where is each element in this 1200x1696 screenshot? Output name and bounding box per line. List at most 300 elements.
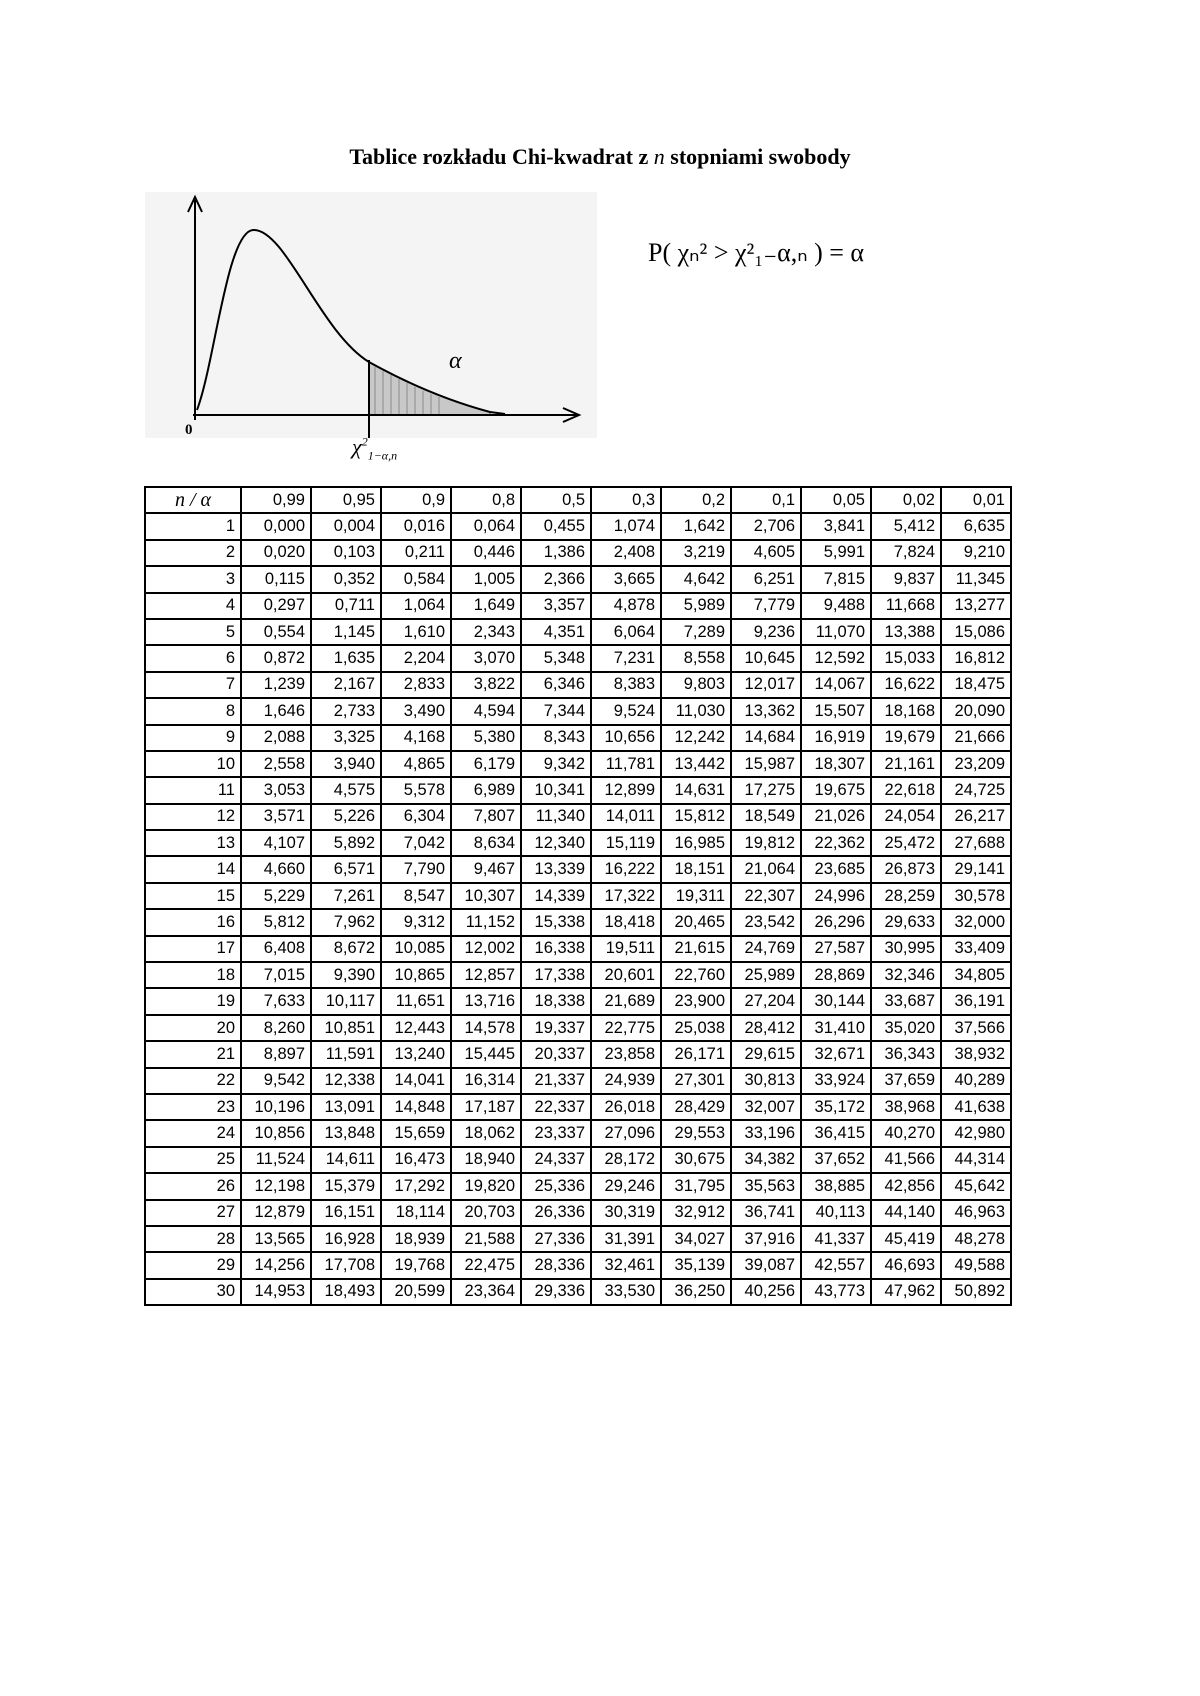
quantile-cell: 3,940 <box>311 751 381 777</box>
quantile-cell: 35,172 <box>801 1094 871 1120</box>
quantile-cell: 19,311 <box>661 883 731 909</box>
quantile-cell: 6,989 <box>451 777 521 803</box>
quantile-cell: 12,340 <box>521 830 591 856</box>
quantile-cell: 16,473 <box>381 1147 451 1173</box>
quantile-cell: 30,144 <box>801 988 871 1014</box>
quantile-cell: 5,892 <box>311 830 381 856</box>
quantile-cell: 5,991 <box>801 540 871 566</box>
quantile-cell: 13,848 <box>311 1120 381 1146</box>
quantile-cell: 9,210 <box>941 540 1011 566</box>
quantile-cell: 6,635 <box>941 513 1011 539</box>
quantile-cell: 35,563 <box>731 1173 801 1199</box>
degrees-of-freedom-cell: 29 <box>145 1252 241 1278</box>
table-row <box>145 698 1011 724</box>
chi-symbol: χ <box>352 434 362 459</box>
quantile-cell: 12,592 <box>801 645 871 671</box>
quantile-cell: 48,278 <box>941 1226 1011 1252</box>
quantile-cell: 7,042 <box>381 830 451 856</box>
quantile-cell: 32,461 <box>591 1252 661 1278</box>
quantile-cell: 45,419 <box>871 1226 941 1252</box>
quantile-cell: 13,716 <box>451 988 521 1014</box>
quantile-cell: 0,297 <box>241 593 311 619</box>
degrees-of-freedom-cell: 2 <box>145 540 241 566</box>
quantile-cell: 2,088 <box>241 725 311 751</box>
quantile-cell: 44,140 <box>871 1200 941 1226</box>
title-text-after: stopniami swobody <box>670 144 851 169</box>
quantile-cell: 26,217 <box>941 804 1011 830</box>
quantile-cell: 0,211 <box>381 540 451 566</box>
quantile-cell: 16,928 <box>311 1226 381 1252</box>
table-row <box>145 1226 1011 1252</box>
quantile-cell: 7,289 <box>661 619 731 645</box>
degrees-of-freedom-cell: 5 <box>145 619 241 645</box>
alpha-header: 0,05 <box>801 487 871 513</box>
chi-subscript: 1−α,n <box>367 448 398 463</box>
quantile-cell: 0,020 <box>241 540 311 566</box>
quantile-cell: 22,775 <box>591 1015 661 1041</box>
quantile-cell: 12,198 <box>241 1173 311 1199</box>
quantile-cell: 14,067 <box>801 672 871 698</box>
quantile-cell: 34,027 <box>661 1226 731 1252</box>
quantile-cell: 0,103 <box>311 540 381 566</box>
quantile-cell: 10,851 <box>311 1015 381 1041</box>
quantile-cell: 20,465 <box>661 909 731 935</box>
quantile-cell: 27,301 <box>661 1068 731 1094</box>
quantile-cell: 23,364 <box>451 1279 521 1305</box>
quantile-cell: 30,675 <box>661 1147 731 1173</box>
quantile-cell: 26,296 <box>801 909 871 935</box>
quantile-cell: 30,813 <box>731 1068 801 1094</box>
quantile-cell: 9,390 <box>311 962 381 988</box>
quantile-cell: 25,472 <box>871 830 941 856</box>
quantile-cell: 41,337 <box>801 1226 871 1252</box>
quantile-cell: 50,892 <box>941 1279 1011 1305</box>
quantile-cell: 27,096 <box>591 1120 661 1146</box>
degrees-of-freedom-cell: 6 <box>145 645 241 671</box>
quantile-cell: 26,873 <box>871 856 941 882</box>
quantile-cell: 7,779 <box>731 593 801 619</box>
quantile-cell: 36,191 <box>941 988 1011 1014</box>
degrees-of-freedom-cell: 26 <box>145 1173 241 1199</box>
quantile-cell: 4,575 <box>311 777 381 803</box>
quantile-cell: 13,339 <box>521 856 591 882</box>
quantile-cell: 10,645 <box>731 645 801 671</box>
quantile-cell: 13,442 <box>661 751 731 777</box>
degrees-of-freedom-cell: 16 <box>145 909 241 935</box>
quantile-cell: 5,989 <box>661 593 731 619</box>
table-row <box>145 1015 1011 1041</box>
quantile-cell: 13,240 <box>381 1041 451 1067</box>
quantile-cell: 3,571 <box>241 804 311 830</box>
quantile-cell: 0,000 <box>241 513 311 539</box>
quantile-cell: 42,557 <box>801 1252 871 1278</box>
alpha-header: 0,02 <box>871 487 941 513</box>
table-row <box>145 777 1011 803</box>
quantile-cell: 0,352 <box>311 566 381 592</box>
table-row <box>145 1252 1011 1278</box>
table-row <box>145 1147 1011 1173</box>
quantile-cell: 0,446 <box>451 540 521 566</box>
quantile-cell: 19,768 <box>381 1252 451 1278</box>
quantile-cell: 28,336 <box>521 1252 591 1278</box>
alpha-label: α <box>449 348 462 374</box>
corner-header: n / α <box>145 487 241 513</box>
quantile-cell: 13,388 <box>871 619 941 645</box>
quantile-cell: 26,336 <box>521 1200 591 1226</box>
quantile-cell: 14,256 <box>241 1252 311 1278</box>
quantile-cell: 16,338 <box>521 936 591 962</box>
quantile-cell: 15,379 <box>311 1173 381 1199</box>
table-row <box>145 1120 1011 1146</box>
degrees-of-freedom-cell: 10 <box>145 751 241 777</box>
quantile-cell: 13,091 <box>311 1094 381 1120</box>
quantile-cell: 42,980 <box>941 1120 1011 1146</box>
quantile-cell: 1,646 <box>241 698 311 724</box>
degrees-of-freedom-cell: 13 <box>145 830 241 856</box>
quantile-cell: 7,015 <box>241 962 311 988</box>
quantile-cell: 15,659 <box>381 1120 451 1146</box>
table-row <box>145 566 1011 592</box>
quantile-cell: 21,026 <box>801 804 871 830</box>
degrees-of-freedom-cell: 28 <box>145 1226 241 1252</box>
quantile-cell: 21,588 <box>451 1226 521 1252</box>
table-row <box>145 593 1011 619</box>
degrees-of-freedom-cell: 7 <box>145 672 241 698</box>
quantile-cell: 34,805 <box>941 962 1011 988</box>
quantile-cell: 32,007 <box>731 1094 801 1120</box>
quantile-cell: 28,172 <box>591 1147 661 1173</box>
alpha-header: 0,8 <box>451 487 521 513</box>
quantile-cell: 4,642 <box>661 566 731 592</box>
quantile-cell: 38,885 <box>801 1173 871 1199</box>
table-row <box>145 619 1011 645</box>
quantile-cell: 18,939 <box>381 1226 451 1252</box>
quantile-cell: 20,090 <box>941 698 1011 724</box>
degrees-of-freedom-cell: 12 <box>145 804 241 830</box>
quantile-cell: 4,107 <box>241 830 311 856</box>
quantile-cell: 10,865 <box>381 962 451 988</box>
quantile-cell: 5,412 <box>871 513 941 539</box>
quantile-cell: 14,848 <box>381 1094 451 1120</box>
quantile-cell: 4,878 <box>591 593 661 619</box>
quantile-cell: 19,675 <box>801 777 871 803</box>
quantile-cell: 13,362 <box>731 698 801 724</box>
quantile-cell: 7,815 <box>801 566 871 592</box>
quantile-cell: 17,338 <box>521 962 591 988</box>
quantile-cell: 32,000 <box>941 909 1011 935</box>
degrees-of-freedom-cell: 11 <box>145 777 241 803</box>
quantile-cell: 3,822 <box>451 672 521 698</box>
quantile-cell: 10,196 <box>241 1094 311 1120</box>
quantile-cell: 9,542 <box>241 1068 311 1094</box>
quantile-cell: 29,141 <box>941 856 1011 882</box>
quantile-cell: 6,304 <box>381 804 451 830</box>
quantile-cell: 17,187 <box>451 1094 521 1120</box>
table-body <box>145 513 1011 1305</box>
quantile-cell: 26,171 <box>661 1041 731 1067</box>
quantile-cell: 3,070 <box>451 645 521 671</box>
quantile-cell: 5,226 <box>311 804 381 830</box>
quantile-cell: 0,064 <box>451 513 521 539</box>
quantile-cell: 13,277 <box>941 593 1011 619</box>
degrees-of-freedom-cell: 30 <box>145 1279 241 1305</box>
table-row <box>145 540 1011 566</box>
quantile-cell: 18,114 <box>381 1200 451 1226</box>
quantile-cell: 15,119 <box>591 830 661 856</box>
quantile-cell: 15,086 <box>941 619 1011 645</box>
quantile-cell: 47,962 <box>871 1279 941 1305</box>
quantile-cell: 9,524 <box>591 698 661 724</box>
table-row <box>145 1094 1011 1120</box>
quantile-cell: 9,488 <box>801 593 871 619</box>
critical-value-label <box>352 434 397 463</box>
quantile-cell: 24,769 <box>731 936 801 962</box>
quantile-cell: 22,760 <box>661 962 731 988</box>
quantile-cell: 4,865 <box>381 751 451 777</box>
quantile-cell: 9,803 <box>661 672 731 698</box>
quantile-cell: 30,578 <box>941 883 1011 909</box>
quantile-cell: 14,578 <box>451 1015 521 1041</box>
quantile-cell: 10,656 <box>591 725 661 751</box>
quantile-cell: 24,939 <box>591 1068 661 1094</box>
quantile-cell: 25,038 <box>661 1015 731 1041</box>
quantile-cell: 12,879 <box>241 1200 311 1226</box>
quantile-cell: 21,615 <box>661 936 731 962</box>
quantile-cell: 24,996 <box>801 883 871 909</box>
quantile-cell: 17,708 <box>311 1252 381 1278</box>
quantile-cell: 40,113 <box>801 1200 871 1226</box>
quantile-cell: 6,179 <box>451 751 521 777</box>
degrees-of-freedom-cell: 23 <box>145 1094 241 1120</box>
quantile-cell: 18,493 <box>311 1279 381 1305</box>
quantile-cell: 22,362 <box>801 830 871 856</box>
quantile-cell: 37,659 <box>871 1068 941 1094</box>
quantile-cell: 39,087 <box>731 1252 801 1278</box>
quantile-cell: 10,341 <box>521 777 591 803</box>
quantile-cell: 46,693 <box>871 1252 941 1278</box>
quantile-cell: 11,070 <box>801 619 871 645</box>
quantile-cell: 40,256 <box>731 1279 801 1305</box>
quantile-cell: 22,475 <box>451 1252 521 1278</box>
quantile-cell: 45,642 <box>941 1173 1011 1199</box>
table-row <box>145 1041 1011 1067</box>
quantile-cell: 17,322 <box>591 883 661 909</box>
quantile-cell: 13,565 <box>241 1226 311 1252</box>
degrees-of-freedom-cell: 8 <box>145 698 241 724</box>
quantile-cell: 8,260 <box>241 1015 311 1041</box>
quantile-cell: 8,343 <box>521 725 591 751</box>
quantile-cell: 44,314 <box>941 1147 1011 1173</box>
quantile-cell: 17,275 <box>731 777 801 803</box>
page-title <box>0 144 1200 170</box>
quantile-cell: 23,685 <box>801 856 871 882</box>
chi-square-table <box>144 486 1012 1306</box>
quantile-cell: 33,530 <box>591 1279 661 1305</box>
quantile-cell: 15,987 <box>731 751 801 777</box>
quantile-cell: 6,251 <box>731 566 801 592</box>
alpha-header: 0,5 <box>521 487 591 513</box>
degrees-of-freedom-cell: 21 <box>145 1041 241 1067</box>
quantile-cell: 1,239 <box>241 672 311 698</box>
quantile-cell: 24,337 <box>521 1147 591 1173</box>
title-variable-n: n <box>653 144 665 169</box>
degrees-of-freedom-cell: 24 <box>145 1120 241 1146</box>
degrees-of-freedom-cell: 18 <box>145 962 241 988</box>
quantile-cell: 11,030 <box>661 698 731 724</box>
quantile-cell: 12,338 <box>311 1068 381 1094</box>
quantile-cell: 7,344 <box>521 698 591 724</box>
quantile-cell: 26,018 <box>591 1094 661 1120</box>
degrees-of-freedom-cell: 3 <box>145 566 241 592</box>
quantile-cell: 14,631 <box>661 777 731 803</box>
quantile-cell: 12,242 <box>661 725 731 751</box>
quantile-cell: 0,455 <box>521 513 591 539</box>
quantile-cell: 15,812 <box>661 804 731 830</box>
quantile-cell: 12,443 <box>381 1015 451 1041</box>
quantile-cell: 29,615 <box>731 1041 801 1067</box>
quantile-cell: 1,074 <box>591 513 661 539</box>
quantile-cell: 10,307 <box>451 883 521 909</box>
quantile-cell: 2,733 <box>311 698 381 724</box>
quantile-cell: 33,409 <box>941 936 1011 962</box>
quantile-cell: 1,635 <box>311 645 381 671</box>
quantile-cell: 46,963 <box>941 1200 1011 1226</box>
quantile-cell: 33,687 <box>871 988 941 1014</box>
quantile-cell: 1,386 <box>521 540 591 566</box>
quantile-cell: 3,490 <box>381 698 451 724</box>
degrees-of-freedom-cell: 27 <box>145 1200 241 1226</box>
quantile-cell: 18,168 <box>871 698 941 724</box>
quantile-cell: 10,856 <box>241 1120 311 1146</box>
table-row <box>145 883 1011 909</box>
quantile-cell: 16,314 <box>451 1068 521 1094</box>
quantile-cell: 29,336 <box>521 1279 591 1305</box>
quantile-cell: 9,467 <box>451 856 521 882</box>
quantile-cell: 20,599 <box>381 1279 451 1305</box>
table-header-row <box>145 487 1011 513</box>
quantile-cell: 43,773 <box>801 1279 871 1305</box>
quantile-cell: 20,703 <box>451 1200 521 1226</box>
quantile-cell: 19,820 <box>451 1173 521 1199</box>
quantile-cell: 3,357 <box>521 593 591 619</box>
quantile-cell: 0,584 <box>381 566 451 592</box>
quantile-cell: 6,408 <box>241 936 311 962</box>
quantile-cell: 9,236 <box>731 619 801 645</box>
quantile-cell: 8,897 <box>241 1041 311 1067</box>
quantile-cell: 32,346 <box>871 962 941 988</box>
quantile-cell: 5,380 <box>451 725 521 751</box>
quantile-cell: 2,366 <box>521 566 591 592</box>
quantile-cell: 5,578 <box>381 777 451 803</box>
quantile-cell: 7,261 <box>311 883 381 909</box>
quantile-cell: 31,391 <box>591 1226 661 1252</box>
quantile-cell: 15,507 <box>801 698 871 724</box>
quantile-cell: 22,307 <box>731 883 801 909</box>
quantile-cell: 32,912 <box>661 1200 731 1226</box>
quantile-cell: 16,985 <box>661 830 731 856</box>
table-row <box>145 1279 1011 1305</box>
quantile-cell: 24,054 <box>871 804 941 830</box>
quantile-cell: 7,633 <box>241 988 311 1014</box>
origin-label: 0 <box>185 422 193 438</box>
quantile-cell: 1,610 <box>381 619 451 645</box>
quantile-cell: 16,919 <box>801 725 871 751</box>
quantile-cell: 37,916 <box>731 1226 801 1252</box>
quantile-cell: 7,790 <box>381 856 451 882</box>
table-row <box>145 936 1011 962</box>
quantile-cell: 24,725 <box>941 777 1011 803</box>
quantile-cell: 4,594 <box>451 698 521 724</box>
quantile-cell: 18,307 <box>801 751 871 777</box>
quantile-cell: 14,339 <box>521 883 591 909</box>
quantile-cell: 27,204 <box>731 988 801 1014</box>
quantile-cell: 23,858 <box>591 1041 661 1067</box>
chi-square-density-figure <box>145 192 597 438</box>
degrees-of-freedom-cell: 9 <box>145 725 241 751</box>
quantile-cell: 12,857 <box>451 962 521 988</box>
quantile-cell: 8,547 <box>381 883 451 909</box>
probability-formula: P( χₙ² > χ²₁₋α,ₙ ) = α <box>648 238 865 267</box>
quantile-cell: 31,795 <box>661 1173 731 1199</box>
quantile-cell: 35,020 <box>871 1015 941 1041</box>
quantile-cell: 40,270 <box>871 1120 941 1146</box>
title-text-before: Tablice rozkładu Chi-kwadrat z <box>349 144 649 169</box>
quantile-cell: 27,587 <box>801 936 871 962</box>
degrees-of-freedom-cell: 4 <box>145 593 241 619</box>
quantile-cell: 2,558 <box>241 751 311 777</box>
quantile-cell: 16,812 <box>941 645 1011 671</box>
quantile-cell: 25,989 <box>731 962 801 988</box>
quantile-cell: 20,601 <box>591 962 661 988</box>
table-row <box>145 645 1011 671</box>
quantile-cell: 2,167 <box>311 672 381 698</box>
quantile-cell: 3,841 <box>801 513 871 539</box>
quantile-cell: 7,231 <box>591 645 661 671</box>
quantile-cell: 18,151 <box>661 856 731 882</box>
quantile-cell: 14,611 <box>311 1147 381 1173</box>
quantile-cell: 33,924 <box>801 1068 871 1094</box>
table-row <box>145 1173 1011 1199</box>
quantile-cell: 15,338 <box>521 909 591 935</box>
quantile-cell: 21,337 <box>521 1068 591 1094</box>
quantile-cell: 12,002 <box>451 936 521 962</box>
table-row <box>145 751 1011 777</box>
quantile-cell: 41,638 <box>941 1094 1011 1120</box>
quantile-cell: 30,995 <box>871 936 941 962</box>
quantile-cell: 38,932 <box>941 1041 1011 1067</box>
quantile-cell: 16,622 <box>871 672 941 698</box>
quantile-cell: 21,064 <box>731 856 801 882</box>
quantile-cell: 18,475 <box>941 672 1011 698</box>
table-row <box>145 856 1011 882</box>
quantile-cell: 31,410 <box>801 1015 871 1041</box>
quantile-cell: 19,511 <box>591 936 661 962</box>
quantile-cell: 11,524 <box>241 1147 311 1173</box>
quantile-cell: 29,553 <box>661 1120 731 1146</box>
quantile-cell: 3,053 <box>241 777 311 803</box>
table-row <box>145 804 1011 830</box>
quantile-cell: 5,348 <box>521 645 591 671</box>
degrees-of-freedom-cell: 20 <box>145 1015 241 1041</box>
quantile-cell: 36,741 <box>731 1200 801 1226</box>
quantile-cell: 22,618 <box>871 777 941 803</box>
quantile-cell: 15,033 <box>871 645 941 671</box>
quantile-cell: 14,041 <box>381 1068 451 1094</box>
quantile-cell: 7,824 <box>871 540 941 566</box>
quantile-cell: 29,633 <box>871 909 941 935</box>
quantile-cell: 3,665 <box>591 566 661 592</box>
quantile-cell: 23,900 <box>661 988 731 1014</box>
